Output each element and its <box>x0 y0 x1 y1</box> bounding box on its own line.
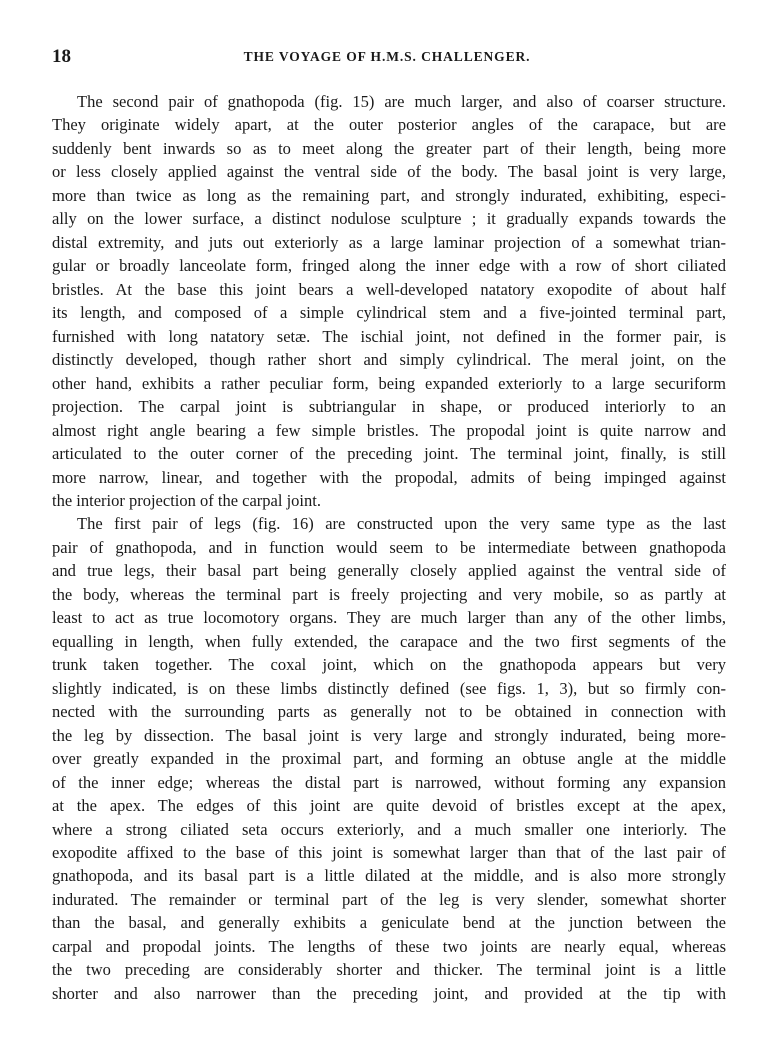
text-line: bristles. At the base this joint bears a well-developed natatory exopodite of about half <box>52 279 726 299</box>
text-line: more narrow, linear, and together with the propodal, admits of being impinged against <box>52 467 726 487</box>
text-line: furnished with long natatory setæ. The ischial joint, not defined in the former pair, is <box>52 326 726 346</box>
text-line: They originate widely apart, at the outer posterior angles of the carapace, but are <box>52 115 726 135</box>
page-header <box>52 46 722 70</box>
text-line: its length, and composed of a simple cylindrical stem and a five-jointed terminal part, <box>52 303 726 323</box>
text-line: least to act as true locomotory organs. They are much larger than any of the other limbs, <box>52 608 726 628</box>
paragraph-first-line: The first pair of legs (fig. 16) are constructed upon the very same type as the last <box>77 514 726 534</box>
text-line: projection. The carpal joint is subtriangular in shape, or produced interiorly to an <box>52 397 726 417</box>
text-line: carpal and propodal joints. The lengths of these two joints are nearly equal, whereas <box>52 936 726 956</box>
text-line: shorter and also narrower than the preceding joint, and provided at the tip with <box>52 983 726 1003</box>
text-line: articulated to the outer corner of the preceding joint. The terminal joint, finally, is still <box>52 444 726 464</box>
text-line: exopodite affixed to the base of this joint is somewhat larger than that of the last pair of <box>52 843 726 862</box>
text-line: ally on the lower surface, a distinct nodulose sculpture ; it gradually expands towards the <box>52 209 726 229</box>
text-line: where a strong ciliated seta occurs exteriorly, and a much smaller one interiorly. The <box>52 819 726 839</box>
text-line: nected with the surrounding parts as generally not to be obtained in connection with <box>52 702 726 722</box>
paragraph-first-line: The second pair of gnathopoda (fig. 15) are much larger, and also of coarser structure. <box>77 92 726 111</box>
text-line: other hand, exhibits a rather peculiar form, being expanded exteriorly to a large securiform <box>52 373 726 393</box>
text-line: gular or broadly lanceolate form, fringed along the inner edge with a row of short ciliated <box>52 256 726 276</box>
text-line: suddenly bent inwards so as to meet along the greater part of their length, being more <box>52 138 726 158</box>
text-line: pair of gnathopoda, and in function would seem to be intermediate between gnathopoda <box>52 537 726 557</box>
text-line: indurated. The remainder or terminal part of the leg is very slender, somewhat shorter <box>52 889 726 909</box>
text-line: trunk taken together. The coxal joint, which on the gnathopoda appears but very <box>52 655 726 675</box>
text-line: at the apex. The edges of this joint are quite devoid of bristles except at the apex, <box>52 796 726 816</box>
text-line: more than twice as long as the remaining part, and strongly indurated, exhibiting, especi- <box>52 185 726 205</box>
text-line: or less closely applied against the ventral side of the body. The basal joint is very large, <box>52 162 726 182</box>
body-text <box>52 90 726 1005</box>
text-line: distinctly developed, though rather short and simply cylindrical. The meral joint, on the <box>52 350 726 370</box>
page-number: 18 <box>52 46 71 67</box>
text-line: and true legs, their basal part being generally closely applied against the ventral side of <box>52 561 726 581</box>
text-line: the body, whereas the terminal part is freely projecting and very mobile, so as partly at <box>52 584 726 604</box>
text-line: almost right angle bearing a few simple bristles. The propodal joint is quite narrow and <box>52 420 726 440</box>
running-title: THE VOYAGE OF H.M.S. CHALLENGER. <box>243 49 531 64</box>
text-line: over greatly expanded in the proximal part, and forming an obtuse angle at the middle <box>52 749 726 769</box>
text-line: the interior projection of the carpal joint. <box>52 490 321 510</box>
text-line: equalling in length, when fully extended, the carapace and the two first segments of the <box>52 631 726 651</box>
text-line: gnathopoda, and its basal part is a little dilated at the middle, and is also more strongly <box>52 866 726 886</box>
text-line: distal extremity, and juts out exteriorly as a large laminar projection of a somewhat trian- <box>52 232 726 252</box>
text-line: the two preceding are considerably shorter and thicker. The terminal joint is a little <box>52 960 726 980</box>
text-line: of the inner edge; whereas the distal part is narrowed, without forming any expansion <box>52 772 726 792</box>
text-line: than the basal, and generally exhibits a geniculate bend at the junction between the <box>52 913 726 933</box>
text-line: the leg by dissection. The basal joint is very large and strongly indurated, being more- <box>52 725 726 745</box>
text-line: slightly indicated, is on these limbs distinctly defined (see figs. 1, 3), but so firmly con- <box>52 678 726 698</box>
